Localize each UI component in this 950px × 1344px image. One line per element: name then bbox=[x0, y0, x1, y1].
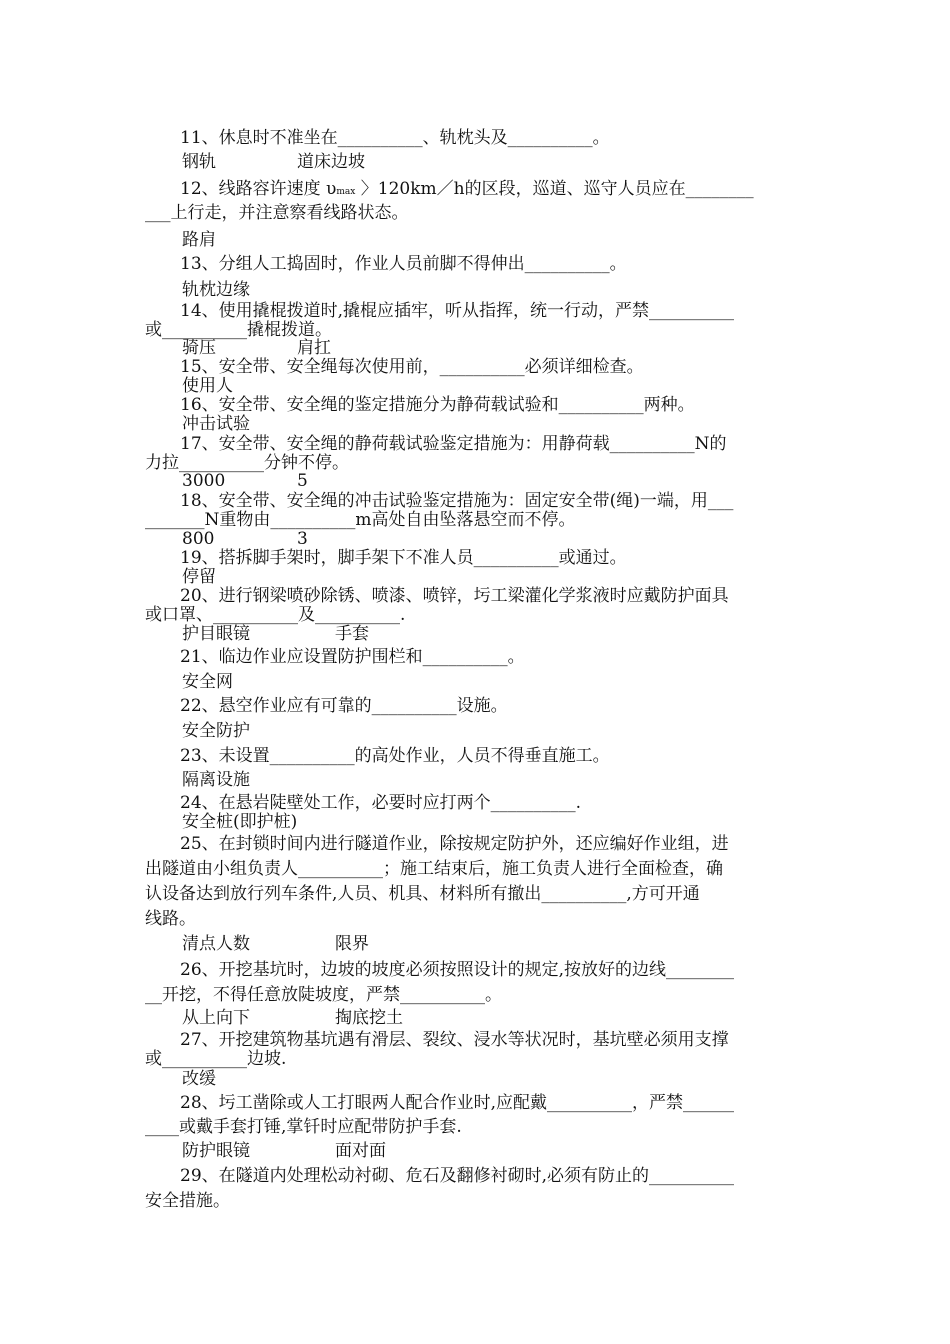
answer-17-2: 5 bbox=[297, 471, 308, 491]
answer-21-1: 安全网 bbox=[182, 672, 233, 692]
question-17: 17、安全带、安全绳的静荷载试验鉴定措施为：用静荷载__________N的 bbox=[180, 434, 727, 454]
answer-11-2: 道床边坡 bbox=[297, 152, 365, 172]
question-25-cont-3: 线路。 bbox=[145, 909, 196, 929]
question-28-cont: ____或戴手套打锤,掌钎时应配带防护手套. bbox=[145, 1117, 462, 1137]
answer-25-2: 限界 bbox=[335, 934, 369, 954]
question-25-cont-1: 出隧道由小组负责人__________；施工结束后，施工负责人进行全面检查，确 bbox=[145, 859, 723, 879]
answer-15-1: 使用人 bbox=[182, 376, 233, 396]
question-29: 29、在隧道内处理松动衬砌、危石及翻修衬砌时,必须有防止的__________ bbox=[180, 1166, 735, 1186]
answer-14-2: 肩扛 bbox=[297, 338, 331, 358]
answer-22-1: 安全防护 bbox=[182, 721, 250, 741]
answer-20-2: 手套 bbox=[335, 624, 369, 644]
answer-11-1: 钢轨 bbox=[182, 152, 216, 172]
answer-27-1: 改缓 bbox=[182, 1069, 216, 1089]
answer-13-1: 轨枕边缘 bbox=[182, 280, 250, 300]
answer-18-1: 800 bbox=[182, 529, 215, 549]
answer-26-2: 掏底挖土 bbox=[335, 1008, 403, 1028]
question-15: 15、安全带、安全绳每次使用前，__________必须详细检查。 bbox=[180, 357, 644, 377]
question-25-cont-2: 认设备达到放行列车条件,人员、机具、材料所有撤出__________,方可开通 bbox=[145, 884, 700, 904]
question-12 bbox=[180, 178, 754, 203]
question-29-cont: 安全措施。 bbox=[145, 1191, 230, 1211]
question-21: 21、临边作业应设置防护围栏和__________。 bbox=[180, 647, 525, 667]
q12-subscript: max bbox=[336, 187, 356, 197]
answer-17-1: 3000 bbox=[182, 471, 226, 491]
answer-26-1: 从上向下 bbox=[182, 1008, 250, 1028]
answer-16-1: 冲击试验 bbox=[182, 414, 250, 434]
question-18-cont: _______N重物由__________m高处自由坠落悬空而不停。 bbox=[145, 510, 576, 530]
question-25: 25、在封锁时间内进行隧道作业，除按规定防护外，还应编好作业组，进 bbox=[180, 834, 729, 854]
answer-23-1: 隔离设施 bbox=[182, 770, 250, 790]
answer-14-1: 骑压 bbox=[182, 338, 216, 358]
answer-24-1: 安全桩(即护桩) bbox=[182, 812, 298, 832]
question-13: 13、分组人工捣固时，作业人员前脚不得伸出__________。 bbox=[180, 254, 627, 274]
q12-post: 〉120km／h的区段，巡道、巡守人员应在________ bbox=[355, 179, 754, 199]
answer-19-1: 停留 bbox=[182, 567, 216, 587]
question-20-cont: 或口罩、__________及__________. bbox=[145, 605, 406, 625]
question-14-cont: 或__________撬棍拨道。 bbox=[145, 320, 332, 340]
question-19: 19、搭拆脚手架时，脚手架下不准人员__________或通过。 bbox=[180, 548, 627, 568]
question-16: 16、安全带、安全绳的鉴定措施分为静荷载试验和__________两种。 bbox=[180, 395, 695, 415]
answer-18-2: 3 bbox=[297, 529, 308, 549]
question-27: 27、开挖建筑物基坑遇有滑层、裂纹、浸水等状况时，基坑壁必须用支撑 bbox=[180, 1030, 729, 1050]
question-12-cont: ___上行走，并注意察看线路状态。 bbox=[145, 203, 409, 223]
question-26: 26、开挖基坑时，边坡的坡度必须按照设计的规定,按放好的边线________ bbox=[180, 960, 735, 980]
question-22: 22、悬空作业应有可靠的__________设施。 bbox=[180, 696, 508, 716]
question-26-cont: __开挖，不得任意放陡坡度，严禁__________。 bbox=[145, 985, 502, 1005]
question-28: 28、圬工凿除或人工打眼两人配合作业时,应配戴__________，严禁______ bbox=[180, 1093, 735, 1113]
question-27-cont: 或__________边坡. bbox=[145, 1049, 287, 1069]
answer-28-2: 面对面 bbox=[335, 1141, 386, 1161]
question-14: 14、使用撬棍拨道时,撬棍应插牢，听从指挥，统一行动，严禁__________ bbox=[180, 301, 735, 321]
answer-25-1: 清点人数 bbox=[182, 934, 250, 954]
answer-28-1: 防护眼镜 bbox=[182, 1141, 250, 1161]
question-18: 18、安全带、安全绳的冲击试验鉴定措施为：固定安全带(绳)一端，用___ bbox=[180, 491, 734, 511]
question-24: 24、在悬岩陡壁处工作，必要时应打两个__________. bbox=[180, 793, 582, 813]
question-20: 20、进行钢梁喷砂除锈、喷漆、喷锌，圬工梁灌化学浆液时应戴防护面具 bbox=[180, 586, 729, 606]
answer-20-1: 护目眼镜 bbox=[182, 624, 250, 644]
question-23: 23、未设置__________的高处作业，人员不得垂直施工。 bbox=[180, 746, 610, 766]
question-17-cont: 力拉__________分钟不停。 bbox=[145, 453, 349, 473]
answer-12-1: 路肩 bbox=[182, 230, 216, 250]
q12-pre: 12、线路容许速度 υ bbox=[180, 179, 337, 199]
question-11: 11、休息时不准坐在__________、轨枕头及__________。 bbox=[180, 128, 610, 148]
